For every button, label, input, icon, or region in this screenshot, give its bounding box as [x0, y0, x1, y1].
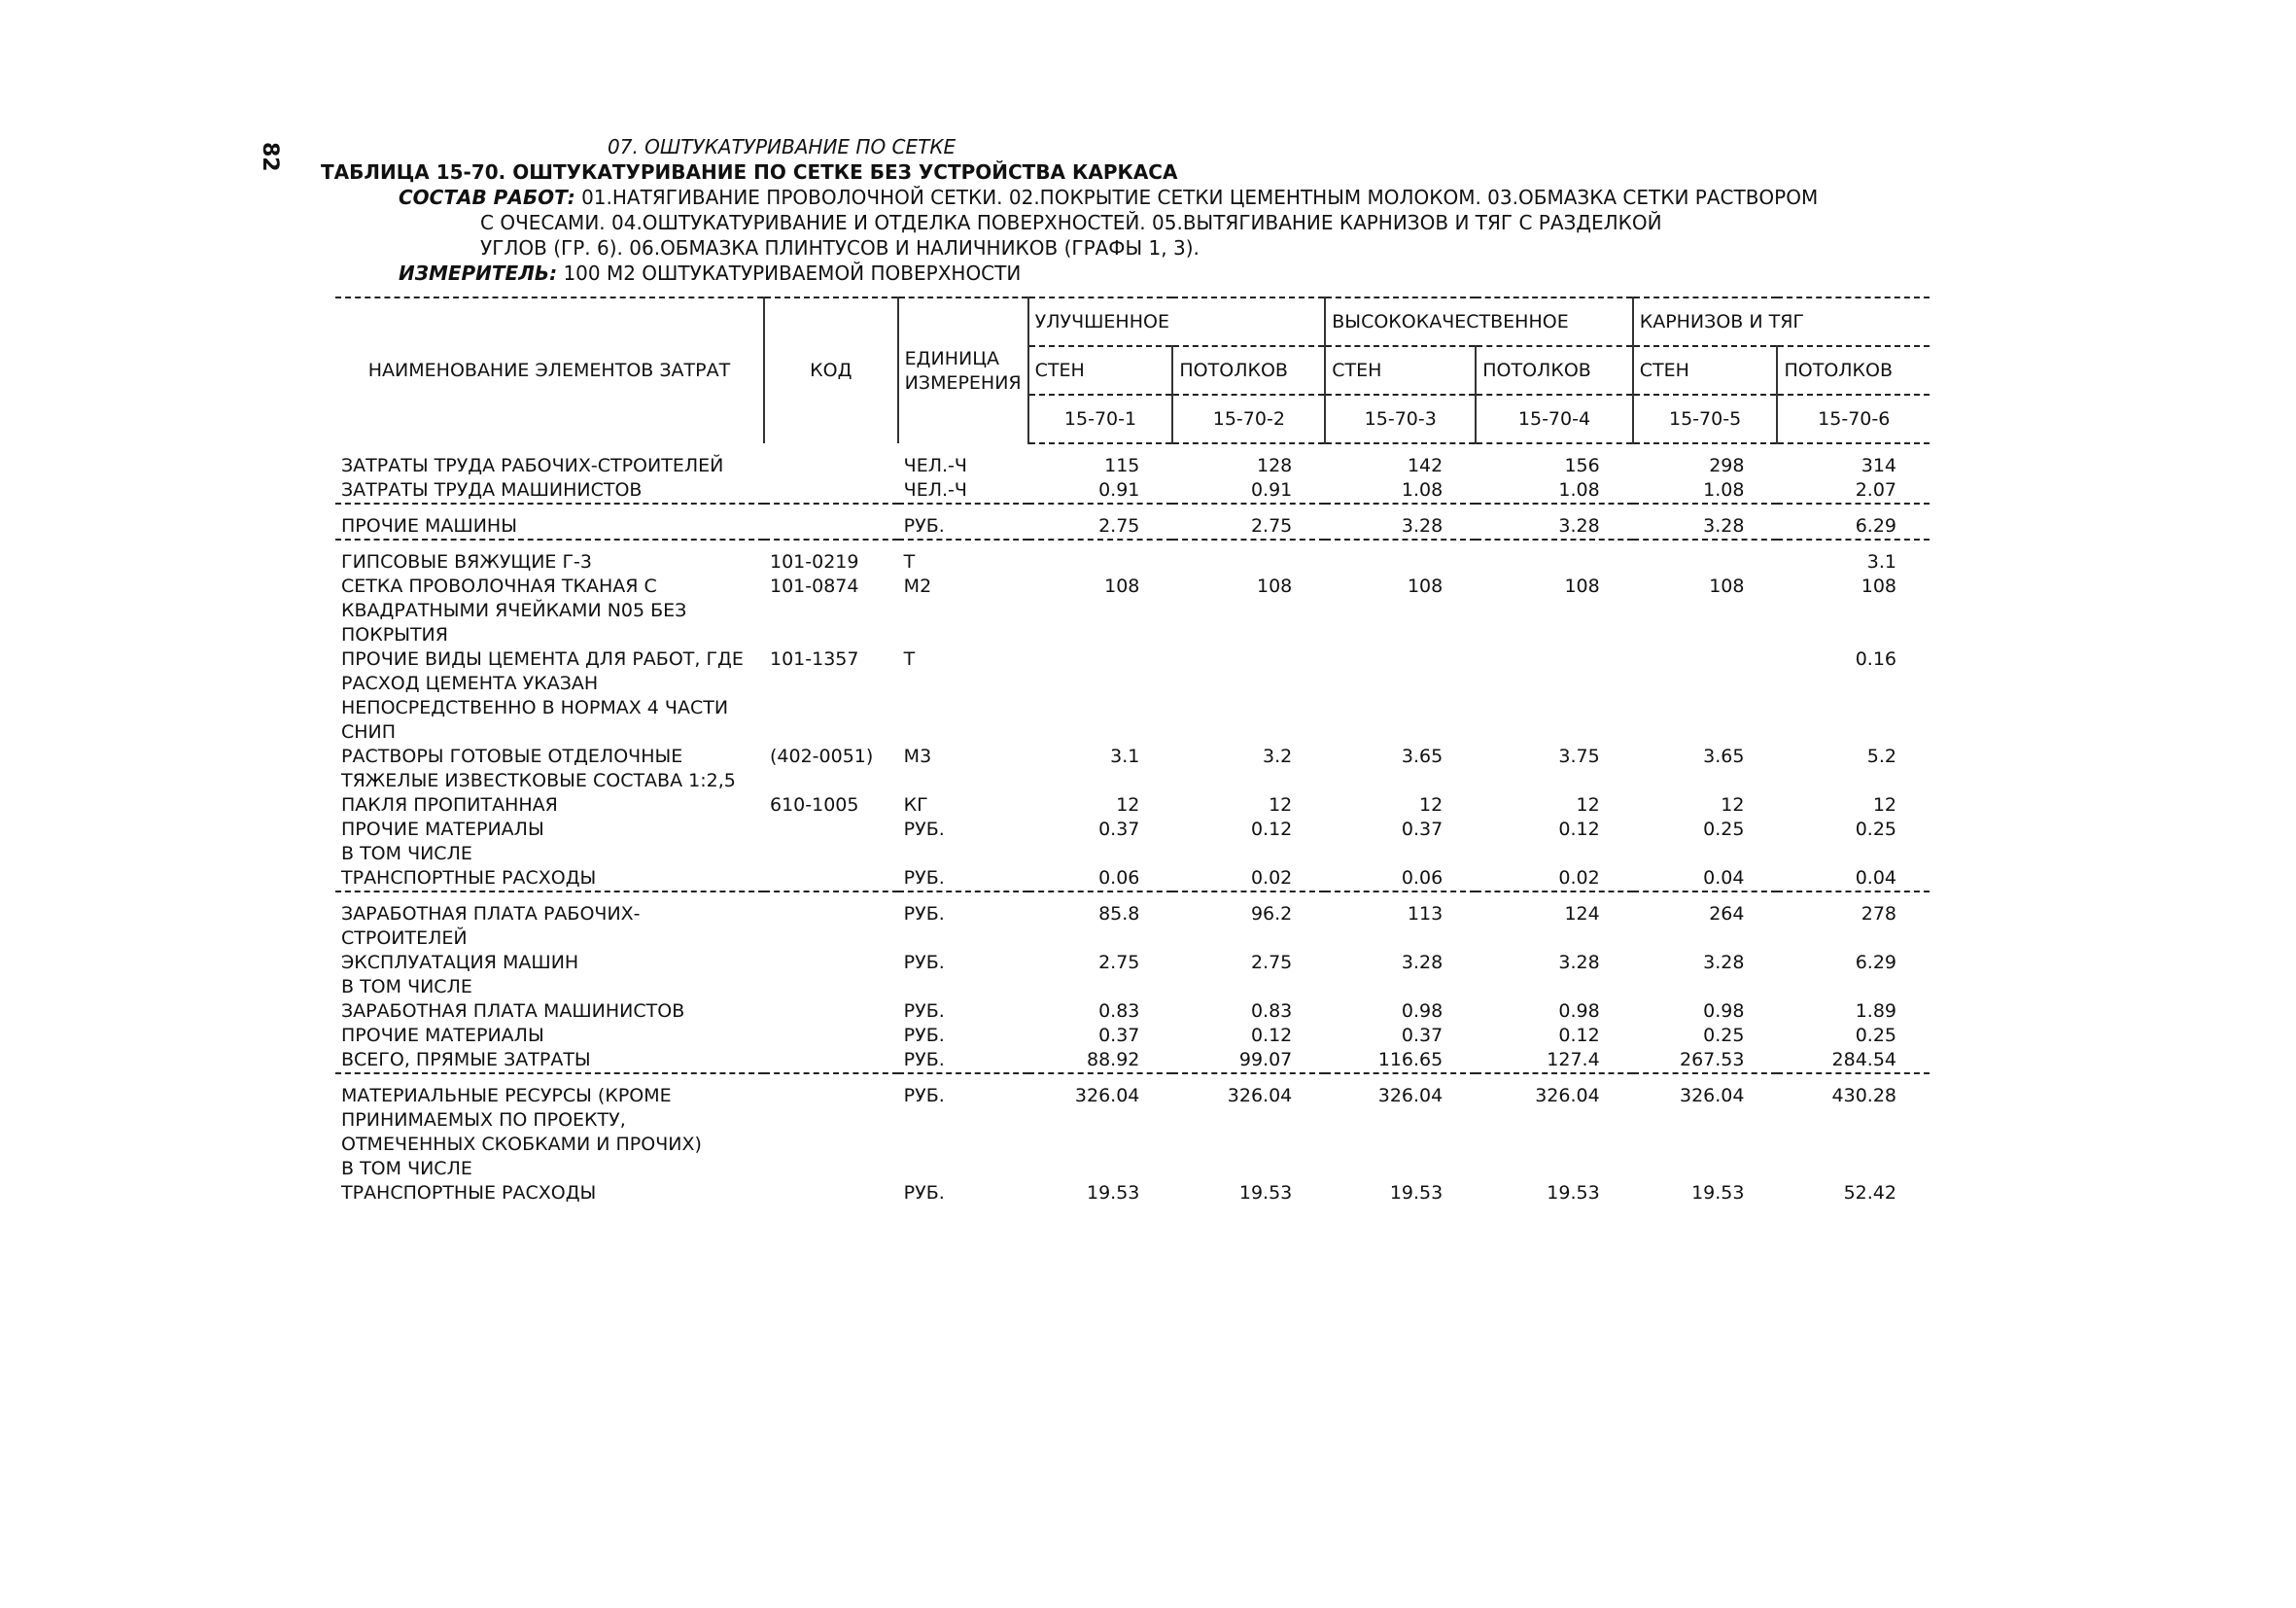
row-unit: М3: [903, 746, 932, 767]
row-value-3: 113: [1407, 903, 1444, 925]
row-unit: [898, 842, 1028, 866]
row-value-4: [1476, 550, 1632, 575]
row-code: [764, 975, 898, 999]
row-value-5: 3.28: [1703, 515, 1745, 537]
row-value-6: 314: [1861, 455, 1896, 476]
row-value-3: 1.08: [1401, 479, 1444, 501]
row-name: В ТОМ ЧИСЛЕ: [341, 976, 472, 997]
row-value-1: 12: [1116, 794, 1140, 816]
header-unit: ЕДИНИЦА ИЗМЕРЕНИЯ: [898, 297, 1028, 443]
row-value-6: 0.16: [1855, 648, 1896, 670]
row-value-1: 115: [1104, 455, 1140, 476]
document-header: [321, 134, 1973, 286]
header-code-1: 15-70-1: [1028, 395, 1173, 443]
row-value-1: [1028, 975, 1173, 999]
row-value-4: 156: [1564, 455, 1600, 476]
section-gap: [335, 505, 1930, 514]
row-value-4: 124: [1564, 903, 1600, 925]
header-name: НАИМЕНОВАНИЕ ЭЛЕМЕНТОВ ЗАТРАТ: [335, 297, 764, 443]
row-value-4: [1476, 647, 1632, 745]
row-code: 101-0874: [769, 576, 859, 597]
row-value-3: 108: [1407, 576, 1444, 597]
row-value-5: 0.25: [1703, 1025, 1745, 1046]
row-value-3: 0.37: [1401, 1025, 1444, 1046]
row-unit: РУБ.: [903, 867, 945, 889]
row-value-2: 0.12: [1250, 1025, 1293, 1046]
row-value-2: 108: [1257, 576, 1293, 597]
table-row: [335, 999, 1930, 1024]
row-value-1: 0.37: [1098, 1025, 1140, 1046]
row-value-1: [1028, 1157, 1173, 1181]
row-value-1: 2.75: [1098, 952, 1140, 973]
row-unit: РУБ.: [903, 1085, 945, 1106]
row-code: [764, 842, 898, 866]
row-value-3: [1325, 975, 1476, 999]
row-value-5: [1633, 975, 1778, 999]
row-value-1: 3.1: [1110, 746, 1140, 767]
row-value-6: 6.29: [1855, 515, 1896, 537]
row-value-4: 3.28: [1558, 515, 1600, 537]
row-name: ГИПСОВЫЕ ВЯЖУЩИЕ Г-3: [341, 551, 593, 573]
row-value-3: [1325, 550, 1476, 575]
header-sub-2: ПОТОЛКОВ: [1172, 346, 1325, 395]
row-value-6: [1777, 842, 1930, 866]
row-value-4: [1476, 842, 1632, 866]
row-value-4: 326.04: [1535, 1085, 1600, 1106]
table-row: [335, 745, 1930, 793]
row-value-2: 19.53: [1238, 1182, 1293, 1204]
row-value-4: 0.12: [1558, 1025, 1600, 1046]
row-code: [764, 514, 898, 540]
row-code: [764, 902, 898, 951]
row-value-5: 12: [1721, 794, 1745, 816]
row-code: [764, 1084, 898, 1157]
row-name: ЗАТРАТЫ ТРУДА РАБОЧИХ-СТРОИТЕЛЕЙ: [341, 455, 724, 476]
row-code: [764, 1024, 898, 1048]
row-value-5: 108: [1709, 576, 1745, 597]
row-value-6: 0.04: [1855, 867, 1896, 889]
section-title: 07. ОШТУКАТУРИВАНИЕ ПО СЕТКЕ: [608, 135, 957, 158]
row-value-5: 267.53: [1679, 1049, 1745, 1070]
row-value-5: 0.25: [1703, 819, 1745, 840]
row-value-2: 0.12: [1250, 819, 1293, 840]
row-unit: КГ: [903, 794, 928, 816]
table-row: [335, 793, 1930, 818]
table-end: [335, 1206, 1930, 1215]
cost-table: [335, 297, 1930, 1215]
section-gap: [335, 443, 1930, 454]
row-value-3: 19.53: [1389, 1182, 1444, 1204]
row-value-1: 0.91: [1098, 479, 1140, 501]
row-value-6: 284.54: [1831, 1049, 1896, 1070]
table-row: [335, 575, 1930, 647]
row-value-5: 3.28: [1703, 952, 1745, 973]
row-value-3: 142: [1407, 455, 1444, 476]
row-code: [764, 818, 898, 842]
row-unit: РУБ.: [903, 952, 945, 973]
header-code-2: 15-70-2: [1172, 395, 1325, 443]
row-value-1: 88.92: [1086, 1049, 1140, 1070]
row-value-6: 108: [1861, 576, 1896, 597]
row-unit: РУБ.: [903, 1182, 945, 1204]
row-unit: [898, 1157, 1028, 1181]
row-unit: РУБ.: [903, 1025, 945, 1046]
row-unit: РУБ.: [903, 515, 945, 537]
row-name: ПРОЧИЕ МАТЕРИАЛЫ: [341, 1025, 544, 1046]
table-row: [335, 902, 1930, 951]
row-value-4: [1476, 1157, 1632, 1181]
row-value-1: 0.83: [1098, 1000, 1140, 1022]
row-name: ЗАТРАТЫ ТРУДА МАШИНИСТОВ: [341, 479, 643, 501]
group-cornices: КАРНИЗОВ И ТЯГ: [1633, 297, 1930, 346]
row-value-2: 128: [1257, 455, 1293, 476]
row-unit: РУБ.: [903, 903, 945, 925]
row-name: ПРОЧИЕ МАШИНЫ: [341, 515, 517, 537]
row-name: В ТОМ ЧИСЛЕ: [341, 1158, 472, 1179]
group-high-quality: ВЫСОКОКАЧЕСТВЕННОЕ: [1325, 297, 1632, 346]
row-value-5: [1633, 550, 1778, 575]
row-name: ВСЕГО, ПРЯМЫЕ ЗАТРАТЫ: [341, 1049, 591, 1070]
row-value-3: 3.65: [1401, 746, 1444, 767]
row-value-1: [1028, 550, 1173, 575]
row-value-1: 0.37: [1098, 819, 1140, 840]
row-value-6: 6.29: [1855, 952, 1896, 973]
row-code: [764, 454, 898, 478]
row-value-5: 0.04: [1703, 867, 1745, 889]
row-name: ПАКЛЯ ПРОПИТАННАЯ: [341, 794, 558, 816]
row-value-3: [1325, 842, 1476, 866]
row-value-4: 0.98: [1558, 1000, 1600, 1022]
table-row: [335, 514, 1930, 540]
row-value-2: 0.02: [1250, 867, 1293, 889]
meter: [321, 261, 1973, 286]
row-value-3: 0.06: [1401, 867, 1444, 889]
row-value-5: 298: [1709, 455, 1745, 476]
row-code: [764, 1157, 898, 1181]
table-title: ТАБЛИЦА 15-70. ОШТУКАТУРИВАНИЕ ПО СЕТКЕ БЕЗ УСТРОЙСТВА КАРКАСА: [321, 160, 1178, 184]
row-name: МАТЕРИАЛЬНЫЕ РЕСУРСЫ (КРОМЕ ПРИНИМАЕМЫХ ПО ПРОЕКТУ, ОТМЕЧЕННЫХ СКОБКАМИ И ПРОЧИХ): [341, 1085, 702, 1155]
meter-value: 100 М2 ОШТУКАТУРИВАЕМОЙ ПОВЕРХНОСТИ: [563, 262, 1022, 285]
row-value-6: 52.42: [1843, 1182, 1896, 1204]
row-name: В ТОМ ЧИСЛЕ: [341, 843, 472, 864]
row-value-2: 0.83: [1250, 1000, 1293, 1022]
work-line-1: 01.НАТЯГИВАНИЕ ПРОВОЛОЧНОЙ СЕТКИ. 02.ПОКРЫТИЕ СЕТКИ ЦЕМЕНТНЫМ МОЛОКОМ. 03.ОБМАЗКА СЕТКИ РАСТВОРОМ: [581, 186, 1819, 209]
row-unit: [898, 975, 1028, 999]
row-value-3: [1325, 1157, 1476, 1181]
table-row: [335, 1157, 1930, 1181]
row-value-4: 12: [1576, 794, 1600, 816]
table-row: [335, 454, 1930, 478]
row-value-2: 326.04: [1227, 1085, 1293, 1106]
row-name: ПРОЧИЕ ВИДЫ ЦЕМЕНТА ДЛЯ РАБОТ, ГДЕ РАСХОД ЦЕМЕНТА УКАЗАН НЕПОСРЕДСТВЕННО В НОРМАХ 4 ЧАСТИ СНИП: [341, 648, 744, 743]
header-code-3: 15-70-3: [1325, 395, 1476, 443]
row-code: [764, 1048, 898, 1073]
row-value-6: 0.25: [1855, 819, 1896, 840]
row-code: [764, 866, 898, 891]
table-row: [335, 647, 1930, 745]
group-improved: УЛУЧШЕННОЕ: [1028, 297, 1326, 346]
row-value-5: 19.53: [1691, 1182, 1745, 1204]
header-sub-5: СТЕН: [1633, 346, 1778, 395]
row-value-4: 1.08: [1558, 479, 1600, 501]
row-unit: Т: [903, 648, 916, 670]
header-sub-1: СТЕН: [1028, 346, 1173, 395]
row-value-4: 127.4: [1547, 1049, 1600, 1070]
row-value-2: [1172, 842, 1325, 866]
row-value-2: 3.2: [1263, 746, 1293, 767]
row-name: ЭКСПЛУАТАЦИЯ МАШИН: [341, 952, 579, 973]
row-value-1: 108: [1104, 576, 1140, 597]
row-name: ПРОЧИЕ МАТЕРИАЛЫ: [341, 819, 544, 840]
row-unit: РУБ.: [903, 819, 945, 840]
table-row: [335, 818, 1930, 842]
table-row: [335, 866, 1930, 891]
row-code: 101-0219: [769, 551, 859, 573]
row-value-6: 2.07: [1855, 479, 1896, 501]
section-gap: [335, 892, 1930, 902]
row-value-3: 326.04: [1377, 1085, 1444, 1106]
row-code: [764, 951, 898, 975]
row-value-1: [1028, 647, 1173, 745]
row-unit: РУБ.: [903, 1000, 945, 1022]
row-value-2: 99.07: [1238, 1049, 1293, 1070]
row-name: ЗАРАБОТНАЯ ПЛАТА РАБОЧИХ-СТРОИТЕЛЕЙ: [341, 903, 641, 949]
table-row: [335, 1024, 1930, 1048]
row-value-4: 108: [1564, 576, 1600, 597]
row-code: 610-1005: [769, 794, 859, 816]
row-value-5: [1633, 1157, 1778, 1181]
table-row: [335, 1181, 1930, 1206]
row-unit: ЧЕЛ.-Ч: [903, 479, 967, 501]
row-value-4: 0.12: [1558, 819, 1600, 840]
row-value-3: 116.65: [1377, 1049, 1444, 1070]
row-value-1: [1028, 842, 1173, 866]
table-row: [335, 1048, 1930, 1073]
table-row: [335, 1084, 1930, 1157]
meter-label: ИЗМЕРИТЕЛЬ:: [399, 262, 558, 285]
row-value-5: 3.65: [1703, 746, 1745, 767]
row-name: ЗАРАБОТНАЯ ПЛАТА МАШИНИСТОВ: [341, 1000, 685, 1022]
row-code: [764, 1181, 898, 1206]
row-value-1: 2.75: [1098, 515, 1140, 537]
row-value-3: 12: [1419, 794, 1444, 816]
table-row: [335, 975, 1930, 999]
header-code-5: 15-70-5: [1633, 395, 1778, 443]
row-value-5: 264: [1709, 903, 1745, 925]
row-value-5: 326.04: [1679, 1085, 1745, 1106]
row-code: [764, 478, 898, 504]
row-value-5: 1.08: [1703, 479, 1745, 501]
header-sub-3: СТЕН: [1325, 346, 1476, 395]
section-gap: [335, 541, 1930, 550]
row-value-6: 0.25: [1855, 1025, 1896, 1046]
page-number: 82: [258, 142, 282, 172]
section-gap: [335, 1074, 1930, 1084]
row-value-1: 19.53: [1086, 1182, 1140, 1204]
header-code: КОД: [764, 297, 898, 443]
row-value-3: [1325, 647, 1476, 745]
row-value-2: 0.91: [1250, 479, 1293, 501]
row-value-2: [1172, 550, 1325, 575]
row-value-5: 0.98: [1703, 1000, 1745, 1022]
row-value-6: 3.1: [1866, 551, 1896, 573]
row-value-6: [1777, 975, 1930, 999]
row-value-6: 1.89: [1855, 1000, 1896, 1022]
row-unit: М2: [903, 576, 932, 597]
row-value-3: 0.98: [1401, 1000, 1444, 1022]
row-value-2: 96.2: [1250, 903, 1293, 925]
row-value-4: [1476, 975, 1632, 999]
row-unit: РУБ.: [903, 1049, 945, 1070]
header-sub-6: ПОТОЛКОВ: [1777, 346, 1930, 395]
row-value-2: 2.75: [1250, 952, 1293, 973]
table-row: [335, 951, 1930, 975]
row-value-4: 19.53: [1547, 1182, 1600, 1204]
table-row: [335, 478, 1930, 504]
row-value-1: 0.06: [1098, 867, 1140, 889]
row-name: ТРАНСПОРТНЫЕ РАСХОДЫ: [341, 867, 597, 889]
header-code-6: 15-70-6: [1777, 395, 1930, 443]
row-name: СЕТКА ПРОВОЛОЧНАЯ ТКАНАЯ С КВАДРАТНЫМИ ЯЧЕЙКАМИ N05 БЕЗ ПОКРЫТИЯ: [341, 576, 687, 646]
row-name: ТРАНСПОРТНЫЕ РАСХОДЫ: [341, 1182, 597, 1204]
row-value-1: 326.04: [1074, 1085, 1140, 1106]
row-value-6: 12: [1872, 794, 1896, 816]
table-row: [335, 842, 1930, 866]
row-name: РАСТВОРЫ ГОТОВЫЕ ОТДЕЛОЧНЫЕ ТЯЖЕЛЫЕ ИЗВЕСТКОВЫЕ СОСТАВА 1:2,5: [341, 746, 736, 791]
header-sub-4: ПОТОЛКОВ: [1476, 346, 1632, 395]
row-unit: ЧЕЛ.-Ч: [903, 455, 967, 476]
row-value-6: 430.28: [1831, 1085, 1896, 1106]
row-value-4: 3.75: [1558, 746, 1600, 767]
row-value-5: [1633, 842, 1778, 866]
row-code: 101-1357: [769, 648, 859, 670]
row-unit: Т: [903, 551, 916, 573]
work-line-2: С ОЧЕСАМИ. 04.ОШТУКАТУРИВАНИЕ И ОТДЕЛКА ПОВЕРХНОСТЕЙ. 05.ВЫТЯГИВАНИЕ КАРНИЗОВ И ТЯГ С РАЗДЕЛКОЙ: [480, 211, 1662, 234]
row-value-3: 3.28: [1401, 952, 1444, 973]
row-value-2: [1172, 1157, 1325, 1181]
row-value-4: 0.02: [1558, 867, 1600, 889]
work-line-3: УГЛОВ (ГР. 6). 06.ОБМАЗКА ПЛИНТУСОВ И НАЛИЧНИКОВ (ГРАФЫ 1, 3).: [480, 236, 1200, 260]
row-value-6: [1777, 1157, 1930, 1181]
row-value-2: [1172, 647, 1325, 745]
row-value-4: 3.28: [1558, 952, 1600, 973]
row-value-2: 12: [1269, 794, 1293, 816]
row-value-1: 85.8: [1098, 903, 1140, 925]
row-value-3: 0.37: [1401, 819, 1444, 840]
row-value-6: 278: [1861, 903, 1896, 925]
row-value-2: 2.75: [1250, 515, 1293, 537]
row-value-2: [1172, 975, 1325, 999]
work-composition: [321, 185, 1973, 210]
header-code-4: 15-70-4: [1476, 395, 1632, 443]
row-code: (402-0051): [769, 746, 874, 767]
row-code: [764, 999, 898, 1024]
work-label: СОСТАВ РАБОТ:: [399, 186, 575, 209]
row-value-6: 5.2: [1866, 746, 1896, 767]
row-value-3: 3.28: [1401, 515, 1444, 537]
table-row: [335, 550, 1930, 575]
row-value-5: [1633, 647, 1778, 745]
